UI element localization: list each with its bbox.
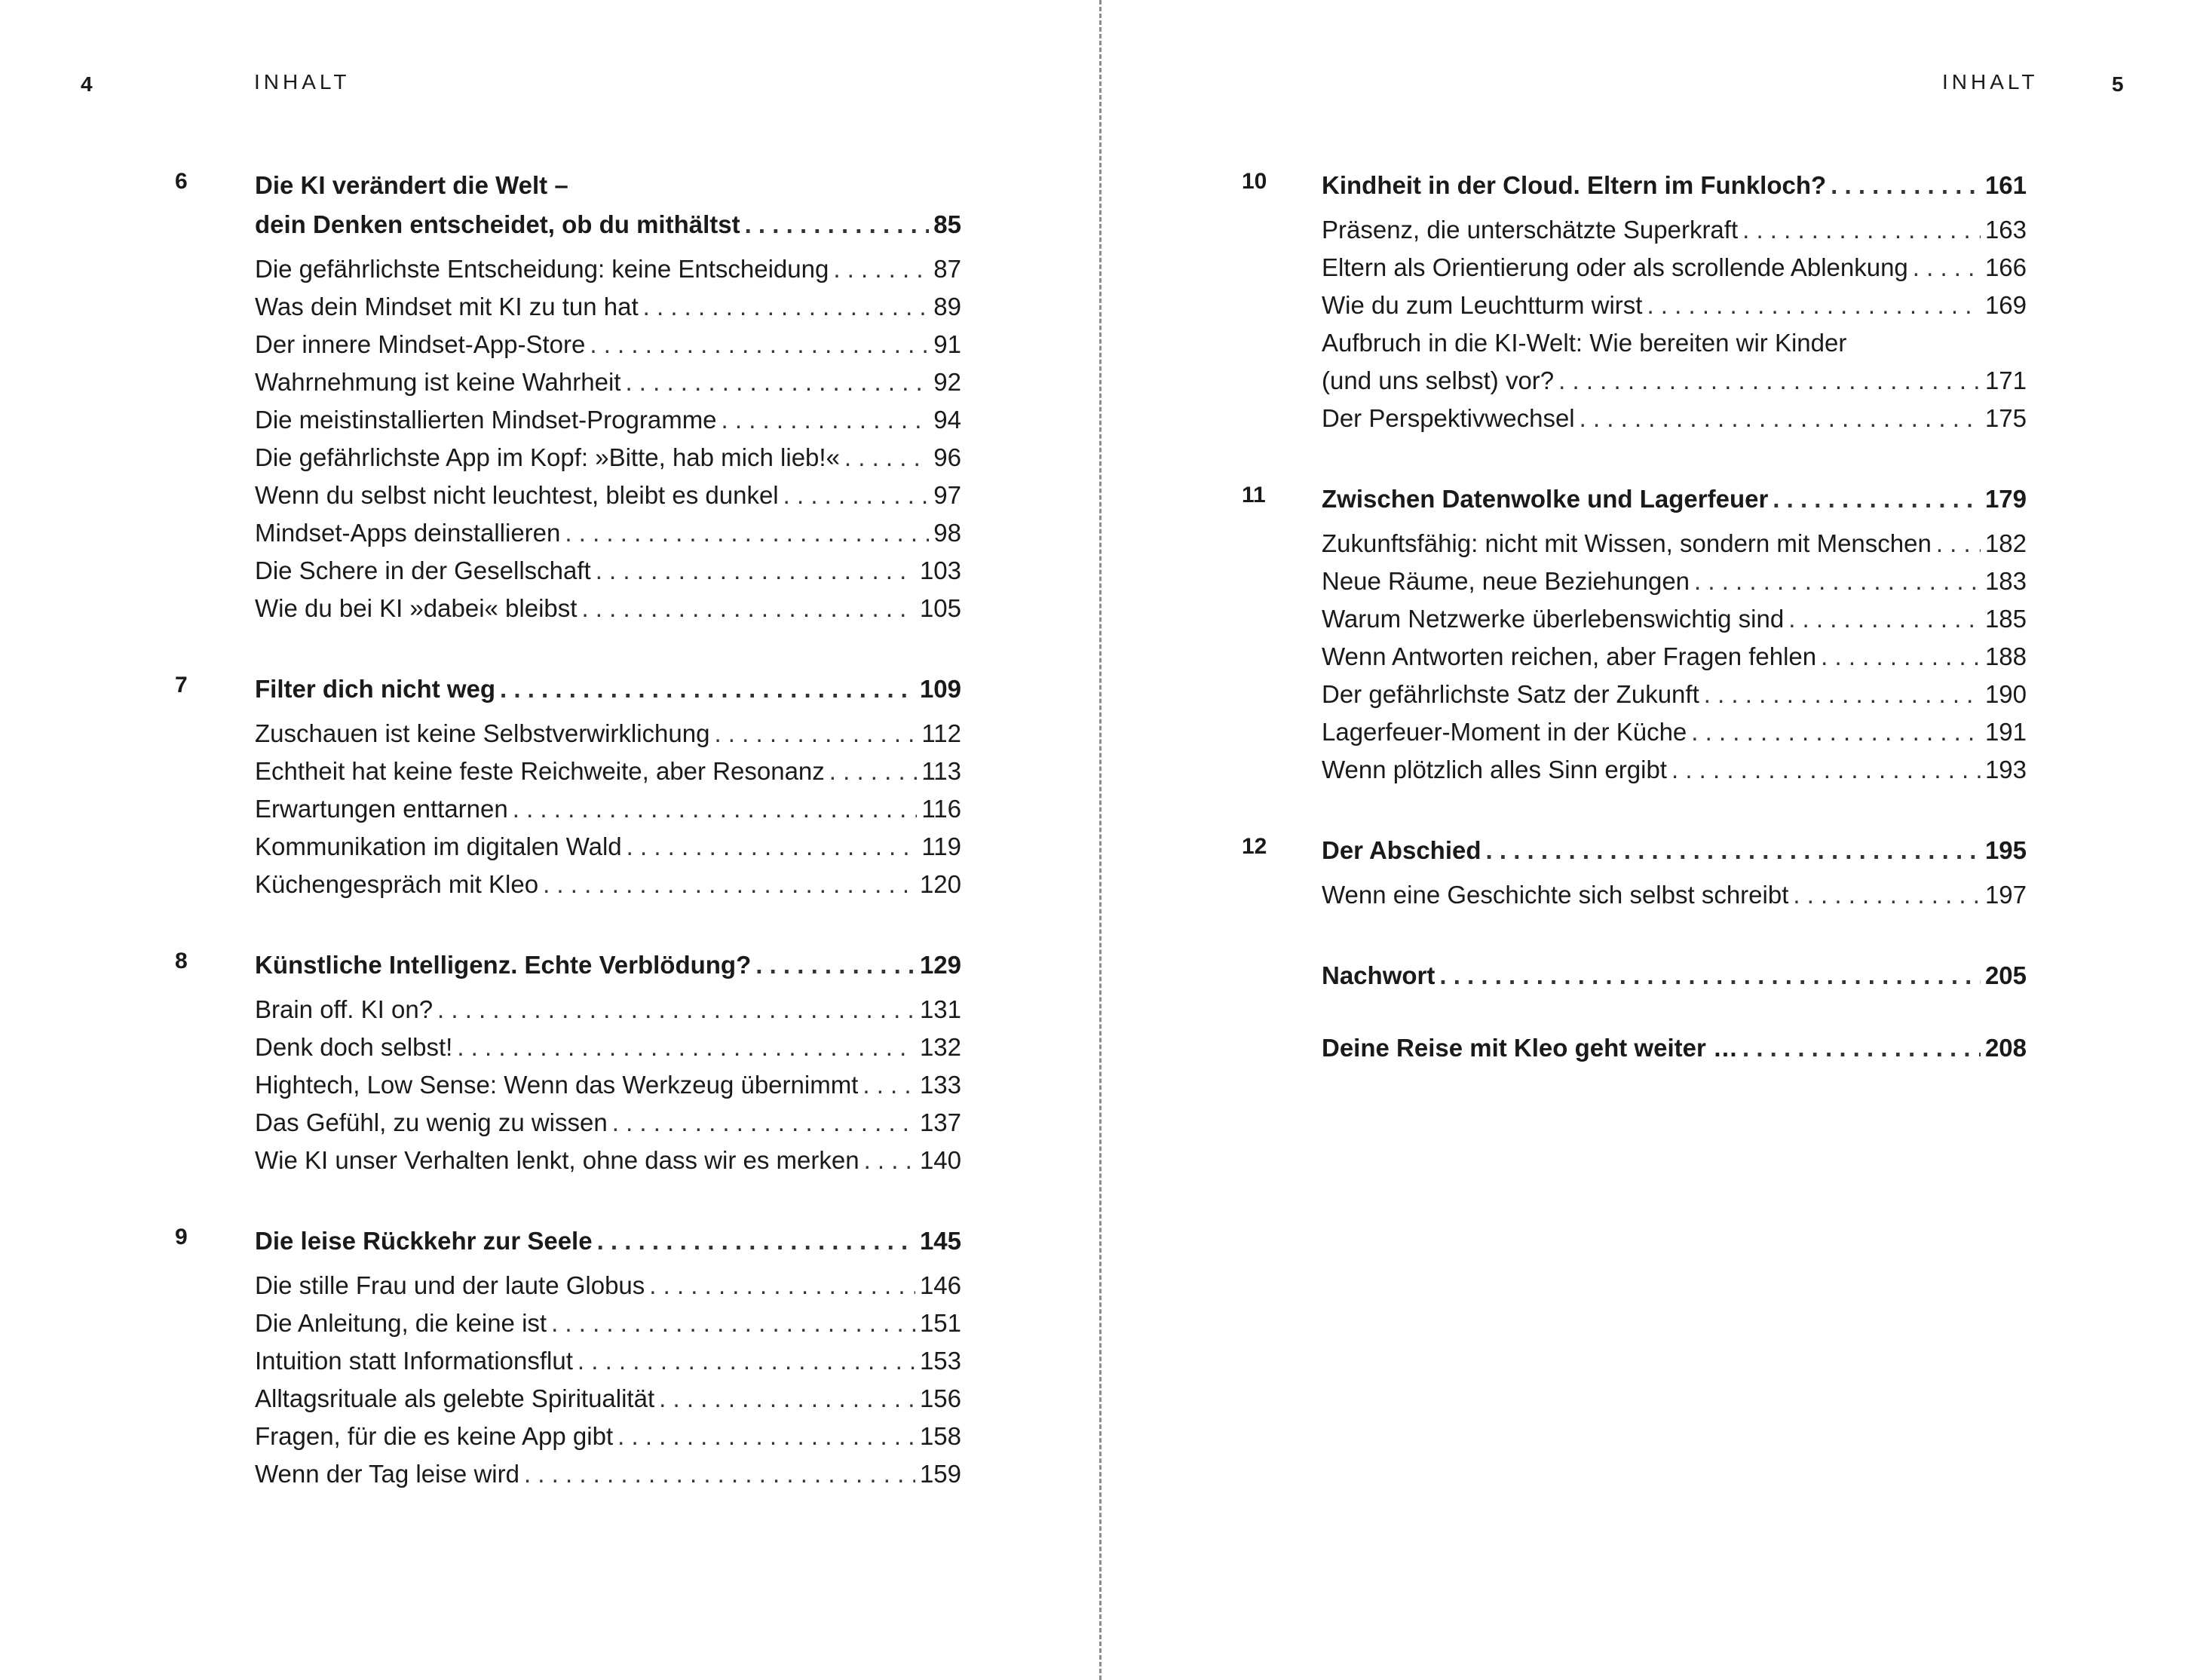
table-of-contents [175, 166, 961, 1535]
toc-entry [175, 363, 961, 401]
section-title: Kommunikation im digitalen Wald [255, 832, 622, 860]
toc-entry [175, 288, 961, 326]
chapter-heading [175, 670, 961, 709]
page-ref: 116 [921, 795, 961, 823]
dot-leader [543, 866, 915, 903]
extra-title: Deine Reise mit Kleo geht weiter … [1322, 1034, 1738, 1062]
section-title: Präsenz, die unterschätzte Superkraft [1322, 216, 1739, 244]
dot-leader [643, 288, 930, 326]
chapter-title: Filter dich nicht weg [255, 675, 496, 703]
section-title: Lagerfeuer-Moment in der Küche [1322, 718, 1687, 746]
toc-entry [1242, 525, 2027, 563]
section-title: Die Anleitung, die keine ist [255, 1309, 547, 1337]
toc-entry [175, 1029, 961, 1066]
dot-leader [1580, 400, 1981, 437]
toc-entry [1322, 480, 2027, 519]
page-ref: 175 [1984, 404, 2027, 432]
toc-entry [175, 866, 961, 903]
toc-entry [1322, 956, 2027, 995]
chapter-6 [175, 166, 961, 627]
chapter-10 [1242, 166, 2027, 437]
page-ref: 97 [933, 481, 961, 509]
section-title: Wenn du selbst nicht leuchtest, bleibt es dunkel [255, 481, 779, 509]
section-title: Neue Räume, neue Beziehungen [1322, 567, 1690, 595]
section-title: Wie du bei KI »dabei« bleibst [255, 594, 578, 622]
page-ref: 185 [1984, 605, 2027, 633]
page-ref: 161 [1984, 171, 2027, 199]
dot-leader [714, 715, 917, 753]
page-ref: 156 [919, 1384, 961, 1412]
section-title: Wahrnehmung ist keine Wahrheit [255, 368, 621, 396]
section-title: Die stille Frau und der laute Globus [255, 1271, 645, 1299]
section-title: Eltern als Orientierung oder als scrollende Ablenkung [1322, 253, 1908, 281]
dot-leader [1647, 287, 1980, 324]
dot-leader [1821, 638, 1981, 676]
dot-leader [649, 1267, 915, 1304]
page-ref: 166 [1984, 253, 2027, 281]
section-list [175, 715, 961, 903]
dot-leader [578, 1342, 915, 1380]
section-title: Mindset-Apps deinstallieren [255, 519, 561, 547]
section-title: Der gefährlichste Satz der Zukunft [1322, 680, 1699, 708]
dot-leader [1558, 362, 1981, 400]
page-ref: 85 [933, 210, 961, 238]
toc-entry [175, 1142, 961, 1179]
dot-leader [783, 477, 930, 514]
dot-leader [612, 1104, 915, 1142]
page-ref: 208 [1984, 1034, 2027, 1062]
toc-entry [1242, 751, 2027, 789]
toc-entry [255, 205, 961, 244]
toc-entry [1242, 211, 2027, 249]
dot-leader [590, 326, 929, 363]
dot-leader [659, 1380, 915, 1418]
toc-entry [175, 1267, 961, 1304]
section-title: Warum Netzwerke überlebenswichtig sind [1322, 605, 1785, 633]
page-ref: 205 [1984, 961, 2027, 989]
page-ref: 96 [933, 443, 961, 471]
toc-entry [175, 828, 961, 866]
toc-entry [175, 790, 961, 828]
page-ref: 133 [919, 1071, 961, 1099]
chapter-title: Der Abschied [1322, 836, 1481, 864]
chapter-number: 10 [1242, 169, 1267, 194]
page-ref: 98 [933, 519, 961, 547]
toc-entry [175, 477, 961, 514]
toc-entry [1242, 400, 2027, 437]
section-title: Brain off. KI on? [255, 995, 434, 1023]
page-number: 5 [2112, 72, 2124, 96]
toc-entry [175, 326, 961, 363]
page-ref: 163 [1984, 216, 2027, 244]
section-title: Erwartungen enttarnen [255, 795, 508, 823]
section-title: Fragen, für die es keine App gibt [255, 1422, 614, 1450]
section-title: Was dein Mindset mit KI zu tun hat [255, 293, 639, 320]
section-title-line2: (und uns selbst) vor? [1322, 366, 1555, 394]
page-ref: 151 [919, 1309, 961, 1337]
toc-entry [1242, 249, 2027, 287]
extra-title: Nachwort [1322, 961, 1436, 989]
chapter-8 [175, 946, 961, 1179]
section-title: Die gefährlichste App im Kopf: »Bitte, hab mich lieb!« [255, 443, 840, 471]
toc-entry [255, 946, 961, 985]
page-ref: 91 [933, 330, 961, 358]
dot-leader [844, 439, 929, 477]
page-ref: 188 [1984, 642, 2027, 670]
chapter-11 [1242, 480, 2027, 789]
section-title: Hightech, Low Sense: Wenn das Werkzeug übernimmt [255, 1071, 859, 1099]
dot-leader [1773, 480, 1981, 519]
toc-extra-nachwort [1242, 956, 2027, 995]
toc-entry [255, 670, 961, 709]
toc-entry [175, 250, 961, 288]
toc-entry [175, 590, 961, 627]
section-title: Der Perspektivwechsel [1322, 404, 1575, 432]
chapter-heading [175, 166, 961, 244]
toc-entry [175, 1418, 961, 1455]
page-ref: 120 [919, 870, 961, 898]
dot-leader [597, 1222, 915, 1261]
section-title: Küchengespräch mit Kleo [255, 870, 539, 898]
toc-entry [175, 991, 961, 1029]
dot-leader [625, 363, 929, 401]
right-page [1102, 0, 2200, 1680]
page-ref: 158 [919, 1422, 961, 1450]
dot-leader [617, 1418, 915, 1455]
toc-entry [255, 1222, 961, 1261]
page-ref: 182 [1984, 529, 2027, 557]
toc-entry [175, 1104, 961, 1142]
chapter-number: 7 [175, 673, 188, 697]
toc-entry [175, 1066, 961, 1104]
section-list [1242, 525, 2027, 789]
dot-leader [829, 753, 918, 790]
toc-entry [1322, 166, 2027, 205]
section-title: Denk doch selbst! [255, 1033, 453, 1061]
page-ref: 105 [919, 594, 961, 622]
section-title: Die meistinstallierten Mindset-Programme [255, 406, 717, 434]
dot-leader [513, 790, 918, 828]
chapter-title-line1: Die KI verändert die Welt – [255, 171, 568, 199]
dot-leader [755, 946, 915, 985]
page-number: 4 [81, 72, 93, 96]
page-ref: 183 [1984, 567, 2027, 595]
page-ref: 193 [1984, 756, 2027, 783]
chapter-heading [175, 1222, 961, 1261]
section-title: Echtheit hat keine feste Reichweite, aber Resonanz [255, 757, 825, 785]
page-ref: 146 [919, 1271, 961, 1299]
page-ref: 191 [1984, 718, 2027, 746]
chapter-title: Künstliche Intelligenz. Echte Verblödung? [255, 951, 752, 979]
chapter-number: 6 [175, 169, 188, 194]
section-title: Alltagsrituale als gelebte Spiritualität [255, 1384, 655, 1412]
page-ref: 89 [933, 293, 961, 320]
dot-leader [1671, 751, 1981, 789]
page-ref: 92 [933, 368, 961, 396]
dot-leader [627, 828, 918, 866]
toc-entry [1242, 600, 2027, 638]
toc-entry-multiline [1242, 324, 2027, 400]
chapter-heading [1242, 831, 2027, 870]
chapter-number: 12 [1242, 834, 1267, 859]
page-ref: 103 [919, 556, 961, 584]
dot-leader [722, 401, 930, 439]
chapter-heading [1242, 166, 2027, 205]
toc-entry [1242, 876, 2027, 914]
section-list [175, 991, 961, 1179]
toc-entry [175, 401, 961, 439]
dot-leader [565, 514, 929, 552]
page-ref: 140 [919, 1146, 961, 1174]
page-ref: 179 [1984, 485, 2027, 513]
toc-entry [175, 514, 961, 552]
page-ref: 113 [921, 757, 961, 785]
toc-entry [1242, 676, 2027, 713]
section-title: Die Schere in der Gesellschaft [255, 556, 591, 584]
dot-leader [1704, 676, 1981, 713]
page-ref: 190 [1984, 680, 2027, 708]
chapter-heading [175, 946, 961, 985]
chapter-heading [1242, 480, 2027, 519]
running-head: INHALT [1942, 70, 2039, 94]
chapter-7 [175, 670, 961, 903]
dot-leader [437, 991, 915, 1029]
page-ref: 112 [921, 719, 961, 747]
section-list [175, 250, 961, 627]
page-ref: 145 [919, 1227, 961, 1255]
section-list [1242, 876, 2027, 914]
chapter-title-line2: dein Denken entscheidet, ob du mithältst [255, 210, 740, 238]
chapter-title: Zwischen Datenwolke und Lagerfeuer [1322, 485, 1769, 513]
toc-entry [175, 1304, 961, 1342]
chapter-number: 8 [175, 949, 188, 973]
section-title: Wenn der Tag leise wird [255, 1460, 519, 1488]
section-title: Wie KI unser Verhalten lenkt, ohne dass wir es merken [255, 1146, 859, 1174]
toc-entry [1322, 1029, 2027, 1068]
chapter-9 [175, 1222, 961, 1493]
section-title: Zukunftsfähig: nicht mit Wissen, sondern mit Menschen [1322, 529, 1932, 557]
toc-entry [175, 552, 961, 590]
dot-leader [1694, 563, 1981, 600]
section-title: Wie du zum Leuchtturm wirst [1322, 291, 1643, 319]
page-ref: 132 [919, 1033, 961, 1061]
section-title: Wenn Antworten reichen, aber Fragen fehlen [1322, 642, 1817, 670]
section-title: Das Gefühl, zu wenig zu wissen [255, 1108, 608, 1136]
page-ref: 171 [1984, 366, 2027, 394]
toc-entry [1242, 563, 2027, 600]
page-ref: 195 [1984, 836, 2027, 864]
dot-leader [581, 590, 915, 627]
toc-entry [1242, 287, 2027, 324]
toc-entry [1242, 713, 2027, 751]
dot-leader [1831, 166, 1981, 205]
chapter-number: 9 [175, 1225, 188, 1249]
page-ref: 109 [919, 675, 961, 703]
dot-leader [551, 1304, 915, 1342]
section-title: Die gefährlichste Entscheidung: keine Entscheidung [255, 255, 829, 283]
section-title: Wenn eine Geschichte sich selbst schreibt [1322, 881, 1789, 909]
toc-entry [1322, 831, 2027, 870]
toc-extra-reise [1242, 1029, 2027, 1068]
page-ref: 94 [933, 406, 961, 434]
dot-leader [1486, 831, 1981, 870]
page-ref: 87 [933, 255, 961, 283]
page-ref: 131 [919, 995, 961, 1023]
dot-leader [1936, 525, 1981, 563]
dot-leader [1913, 249, 1981, 287]
running-head: INHALT [254, 70, 351, 94]
chapter-title: Die leise Rückkehr zur Seele [255, 1227, 593, 1255]
section-title: Wenn plötzlich alles Sinn ergibt [1322, 756, 1667, 783]
page-ref: 153 [919, 1347, 961, 1375]
dot-leader [1691, 713, 1981, 751]
dot-leader [524, 1455, 915, 1493]
section-title: Der innere Mindset-App-Store [255, 330, 586, 358]
page-ref: 169 [1984, 291, 2027, 319]
section-title: Zuschauen ist keine Selbstverwirklichung [255, 719, 710, 747]
section-list [1242, 211, 2027, 437]
dot-leader [500, 670, 915, 709]
toc-entry [175, 715, 961, 753]
section-list [175, 1267, 961, 1493]
dot-leader [864, 1142, 915, 1179]
toc-entry [175, 1380, 961, 1418]
dot-leader [596, 552, 915, 590]
dot-leader [745, 205, 930, 244]
toc-entry [1322, 362, 2027, 400]
dot-leader [457, 1029, 915, 1066]
chapter-number: 11 [1242, 483, 1266, 507]
dot-leader [863, 1066, 915, 1104]
chapter-title: Kindheit in der Cloud. Eltern im Funkloch? [1322, 171, 1827, 199]
dot-leader [1793, 876, 1981, 914]
section-title: Intuition statt Informationsflut [255, 1347, 573, 1375]
dot-leader [833, 250, 929, 288]
page-ref: 119 [921, 832, 961, 860]
chapter-12 [1242, 831, 2027, 914]
toc-entry [1242, 638, 2027, 676]
page-ref: 159 [919, 1460, 961, 1488]
toc-entry [175, 439, 961, 477]
dot-leader [1788, 600, 1981, 638]
page-ref: 197 [1984, 881, 2027, 909]
table-of-contents [1242, 166, 2027, 1101]
toc-entry [175, 753, 961, 790]
dot-leader [1742, 1029, 1981, 1068]
toc-entry [175, 1342, 961, 1380]
dot-leader [1439, 956, 1981, 995]
page-ref: 129 [919, 951, 961, 979]
section-title-line1: Aufbruch in die KI-Welt: Wie bereiten wir Kinder [1322, 329, 1847, 357]
toc-entry [175, 1455, 961, 1493]
page-ref: 137 [919, 1108, 961, 1136]
dot-leader [1742, 211, 1981, 249]
